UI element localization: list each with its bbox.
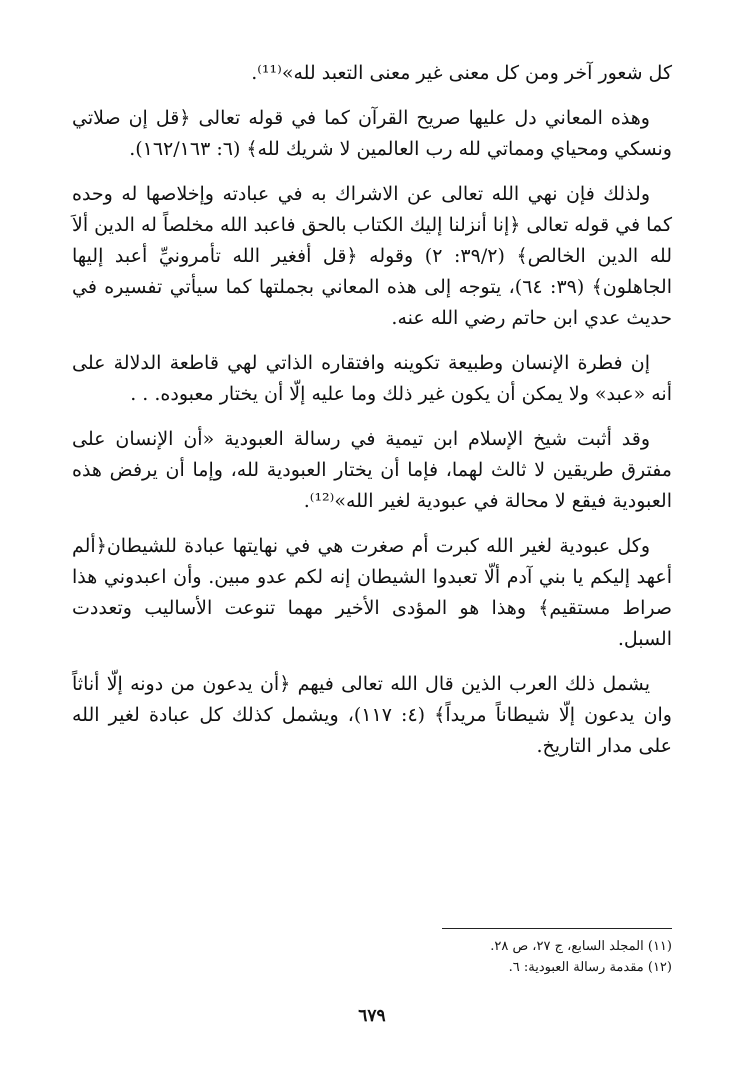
paragraph-1: كل شعور آخر ومن كل معنى غير معنى التعبد لله»⁽¹¹⁾. — [251, 62, 672, 84]
paragraph-gap — [72, 89, 672, 103]
paragraph-5: وقد أثبت شيخ الإسلام ابن تيمية في رسالة العبودية «أن الإنسان على مفترق طريقين لا ثالث لهما، فإما أن يختار العبودية لله، وإما أن يرفض هذه العبودية فيقع لا محالة في عبودية لغير الله»⁽¹²⁾. — [72, 428, 672, 512]
footnote-12: (١٢) مقدمة رسالة العبودية: ٦. — [508, 960, 672, 975]
paragraph-4: إن فطرة الإنسان وطبيعة تكوينه وافتقاره الذاتي لهي قاطعة الدلالة على أنه «عبد» ولا يمكن أن يكون غير ذلك وما عليه إلّا أن يختار معبوده. . . — [72, 352, 672, 405]
paragraph-gap — [72, 165, 672, 179]
paragraph-gap — [72, 410, 672, 424]
footnote-divider — [442, 928, 672, 929]
paragraph-gap — [72, 334, 672, 348]
paragraph-6: وكل عبودية لغير الله كبرت أم صغرت هي في نهايتها عبادة للشيطان﴿ألم أعهد إليكم يا بني آدم ألّا تعبدوا الشيطان إنه لكم عدو مبين. وأن اعبدوني هذا صراط مستقيم﴾ وهذا هو المؤدى الأخير مهما تنوعت الأساليب وتعددت السبل. — [72, 535, 672, 650]
paragraph-gap — [72, 655, 672, 669]
page-body — [72, 58, 672, 1026]
paragraph-gap — [72, 517, 672, 531]
paragraph-3: ولذلك فإن نهي الله تعالى عن الاشراك به في عبادته وإخلاصها له وحده كما في قوله تعالى ﴿إنا أنزلنا إليك الكتاب بالحق فاعبد الله مخلصاً له الدين ألاَ لله الدين الخالص﴾ (٣٩/٢: ٢) وقوله ﴿قل أفغير الله تأمرونيِّ أعبد إليها الجاهلون﴾ (٣٩: ٦٤)، يتوجه إلى هذه المعاني بجملتها كما سيأتي تفسيره في حديث عدي ابن حاتم رضي الله عنه. — [72, 183, 672, 329]
footnote-11: (١١) المجلد السابع، ج ٢٧، ص ٢٨. — [490, 939, 672, 954]
page-number: ٦٧٩ — [358, 1006, 386, 1026]
paragraph-7: يشمل ذلك العرب الذين قال الله تعالى فيهم ﴿أن يدعون من دونه إلّا أناثاً وان يدعون إلّا شيطاناً مريداً﴾ (٤: ١١٧)، ويشمل كذلك كل عبادة لغير الله على مدار التاريخ. — [72, 673, 672, 757]
paragraph-2: وهذه المعاني دل عليها صريح القرآن كما في قوله تعالى ﴿قل إن صلاتي ونسكي ومحياي ومماتي لله رب العالمين لا شريك لله﴾ (٦: ١٦٢/١٦٣). — [72, 107, 672, 160]
